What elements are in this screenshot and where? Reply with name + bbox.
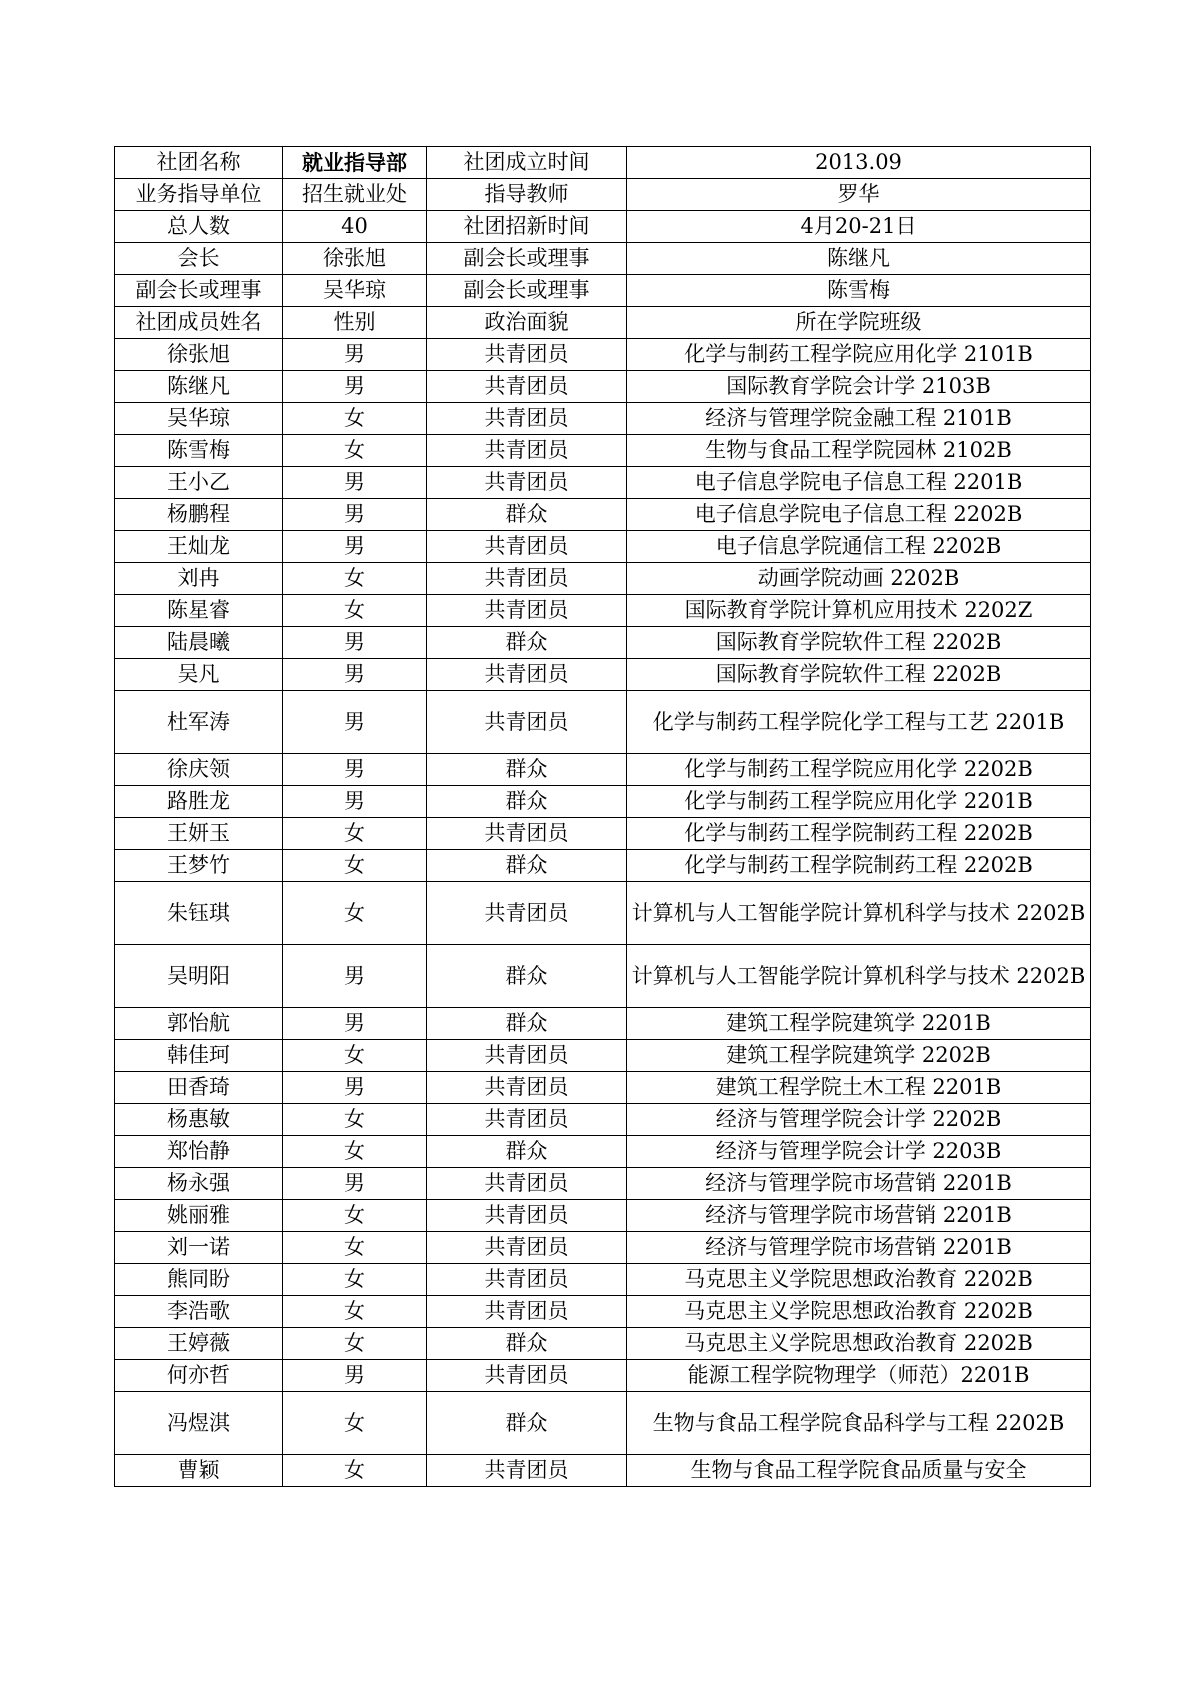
member-row	[115, 1040, 1091, 1072]
member-row-col-4: 马克思主义学院思想政治教育 2202B	[627, 1328, 1091, 1360]
member-row-col-4: 化学与制药工程学院应用化学 2201B	[627, 786, 1091, 818]
member-row-col-1: 吴华琼	[115, 403, 283, 435]
member-row-col-2: 女	[283, 818, 427, 850]
member-row	[115, 1104, 1091, 1136]
member-row-col-4: 经济与管理学院市场营销 2201B	[627, 1168, 1091, 1200]
info-row-col-1: 总人数	[115, 211, 283, 243]
member-row-col-4: 能源工程学院物理学（师范）2201B	[627, 1360, 1091, 1392]
column-header-row-col-2: 性别	[283, 307, 427, 339]
member-row	[115, 1296, 1091, 1328]
member-row-col-2: 女	[283, 850, 427, 882]
member-row-col-4: 国际教育学院软件工程 2202B	[627, 659, 1091, 691]
member-row-col-1: 姚丽雅	[115, 1200, 283, 1232]
member-row-col-3: 共青团员	[427, 371, 627, 403]
member-row-col-1: 陈继凡	[115, 371, 283, 403]
member-row-col-2: 女	[283, 435, 427, 467]
member-row-col-3: 群众	[427, 754, 627, 786]
member-row-col-2: 女	[283, 1264, 427, 1296]
member-row-col-2: 男	[283, 659, 427, 691]
member-row	[115, 945, 1091, 1008]
member-row	[115, 1008, 1091, 1040]
member-row-col-1: 王婷薇	[115, 1328, 283, 1360]
member-row-col-4: 电子信息学院电子信息工程 2202B	[627, 499, 1091, 531]
member-row-col-2: 男	[283, 1360, 427, 1392]
member-row	[115, 786, 1091, 818]
member-row	[115, 1200, 1091, 1232]
member-row-col-4: 生物与食品工程学院园林 2102B	[627, 435, 1091, 467]
member-row-col-4: 建筑工程学院建筑学 2202B	[627, 1040, 1091, 1072]
member-row-col-2: 女	[283, 1232, 427, 1264]
info-row	[115, 211, 1091, 243]
member-row-col-2: 男	[283, 1072, 427, 1104]
member-row-col-2: 男	[283, 371, 427, 403]
member-row-col-3: 共青团员	[427, 1072, 627, 1104]
info-row	[115, 275, 1091, 307]
member-row-col-3: 共青团员	[427, 435, 627, 467]
member-row-col-2: 男	[283, 627, 427, 659]
member-row-col-2: 男	[283, 339, 427, 371]
info-row-col-3: 社团招新时间	[427, 211, 627, 243]
info-row-col-4: 4月20-21日	[627, 211, 1091, 243]
member-row-col-4: 生物与食品工程学院食品质量与安全	[627, 1455, 1091, 1487]
member-row-col-2: 女	[283, 1136, 427, 1168]
member-row-col-3: 共青团员	[427, 882, 627, 945]
member-row-col-3: 共青团员	[427, 818, 627, 850]
member-row-col-4: 电子信息学院电子信息工程 2201B	[627, 467, 1091, 499]
member-row-col-1: 朱钰琪	[115, 882, 283, 945]
member-row-col-1: 徐庆领	[115, 754, 283, 786]
member-row-col-3: 群众	[427, 1136, 627, 1168]
member-row	[115, 1072, 1091, 1104]
member-row	[115, 499, 1091, 531]
column-header-row-col-4: 所在学院班级	[627, 307, 1091, 339]
member-row-col-3: 共青团员	[427, 1296, 627, 1328]
member-row-col-2: 男	[283, 531, 427, 563]
member-row-col-2: 女	[283, 563, 427, 595]
member-row	[115, 1168, 1091, 1200]
member-row-col-2: 男	[283, 754, 427, 786]
member-row-col-1: 陈星睿	[115, 595, 283, 627]
member-row-col-4: 化学与制药工程学院应用化学 2202B	[627, 754, 1091, 786]
member-row-col-1: 田香琦	[115, 1072, 283, 1104]
member-row-col-1: 陈雪梅	[115, 435, 283, 467]
member-row-col-3: 群众	[427, 1392, 627, 1455]
member-row-col-4: 化学与制药工程学院化学工程与工艺 2201B	[627, 691, 1091, 754]
member-row-col-3: 共青团员	[427, 531, 627, 563]
member-table	[114, 146, 1091, 1487]
info-row-col-4: 陈雪梅	[627, 275, 1091, 307]
member-row-col-1: 杜军涛	[115, 691, 283, 754]
member-row-col-1: 路胜龙	[115, 786, 283, 818]
member-row	[115, 531, 1091, 563]
member-row-col-1: 杨鹏程	[115, 499, 283, 531]
info-row-col-2: 招生就业处	[283, 179, 427, 211]
member-row-col-1: 陆晨曦	[115, 627, 283, 659]
member-row-col-2: 女	[283, 595, 427, 627]
info-row-col-3: 指导教师	[427, 179, 627, 211]
member-row-col-1: 曹颖	[115, 1455, 283, 1487]
member-row-col-1: 刘冉	[115, 563, 283, 595]
member-row	[115, 403, 1091, 435]
member-row-col-3: 共青团员	[427, 339, 627, 371]
info-row-col-1: 社团名称	[115, 147, 283, 179]
member-row-col-4: 国际教育学院会计学 2103B	[627, 371, 1091, 403]
member-row-col-2: 女	[283, 1104, 427, 1136]
member-row-col-2: 男	[283, 1008, 427, 1040]
member-row	[115, 563, 1091, 595]
column-header-row-col-1: 社团成员姓名	[115, 307, 283, 339]
member-row-col-2: 女	[283, 1328, 427, 1360]
member-row-col-3: 共青团员	[427, 1455, 627, 1487]
member-row	[115, 595, 1091, 627]
member-row-col-3: 共青团员	[427, 1168, 627, 1200]
info-row-col-1: 业务指导单位	[115, 179, 283, 211]
member-row-col-4: 生物与食品工程学院食品科学与工程 2202B	[627, 1392, 1091, 1455]
member-row-col-3: 群众	[427, 499, 627, 531]
member-row-col-3: 共青团员	[427, 691, 627, 754]
member-row	[115, 371, 1091, 403]
info-row-col-1: 副会长或理事	[115, 275, 283, 307]
info-row-col-2: 徐张旭	[283, 243, 427, 275]
member-row	[115, 1392, 1091, 1455]
info-row-col-3: 社团成立时间	[427, 147, 627, 179]
member-row	[115, 1264, 1091, 1296]
member-row	[115, 882, 1091, 945]
member-row	[115, 1328, 1091, 1360]
member-row-col-1: 李浩歌	[115, 1296, 283, 1328]
member-row-col-1: 郭怡航	[115, 1008, 283, 1040]
member-row-col-4: 计算机与人工智能学院计算机科学与技术 2202B	[627, 945, 1091, 1008]
info-row-col-4: 罗华	[627, 179, 1091, 211]
info-row-col-4: 陈继凡	[627, 243, 1091, 275]
member-row-col-1: 何亦哲	[115, 1360, 283, 1392]
member-row	[115, 818, 1091, 850]
member-row-col-2: 男	[283, 691, 427, 754]
member-row	[115, 339, 1091, 371]
info-row-col-3: 副会长或理事	[427, 243, 627, 275]
member-row-col-4: 动画学院动画 2202B	[627, 563, 1091, 595]
member-row-col-4: 经济与管理学院市场营销 2201B	[627, 1232, 1091, 1264]
member-row-col-4: 经济与管理学院市场营销 2201B	[627, 1200, 1091, 1232]
member-row	[115, 1455, 1091, 1487]
member-row	[115, 1360, 1091, 1392]
member-row	[115, 754, 1091, 786]
member-row-col-3: 共青团员	[427, 1232, 627, 1264]
member-row-col-3: 共青团员	[427, 659, 627, 691]
member-row	[115, 467, 1091, 499]
member-row-col-1: 冯煜淇	[115, 1392, 283, 1455]
member-row	[115, 691, 1091, 754]
info-row-col-2: 就业指导部	[283, 147, 427, 179]
info-row	[115, 179, 1091, 211]
member-row-col-2: 女	[283, 882, 427, 945]
member-row-col-2: 男	[283, 467, 427, 499]
info-row-col-4: 2013.09	[627, 147, 1091, 179]
member-row-col-1: 吴凡	[115, 659, 283, 691]
member-row-col-4: 国际教育学院软件工程 2202B	[627, 627, 1091, 659]
member-row-col-3: 群众	[427, 1328, 627, 1360]
member-row-col-1: 杨惠敏	[115, 1104, 283, 1136]
member-row-col-2: 男	[283, 499, 427, 531]
member-row-col-4: 计算机与人工智能学院计算机科学与技术 2202B	[627, 882, 1091, 945]
member-row-col-4: 建筑工程学院土木工程 2201B	[627, 1072, 1091, 1104]
member-row-col-4: 马克思主义学院思想政治教育 2202B	[627, 1264, 1091, 1296]
member-row	[115, 659, 1091, 691]
member-row-col-3: 群众	[427, 786, 627, 818]
info-row-col-1: 会长	[115, 243, 283, 275]
column-header-row-col-3: 政治面貌	[427, 307, 627, 339]
info-row	[115, 147, 1091, 179]
member-row-col-1: 王妍玉	[115, 818, 283, 850]
member-row	[115, 1232, 1091, 1264]
member-row-col-1: 徐张旭	[115, 339, 283, 371]
member-row-col-3: 群众	[427, 627, 627, 659]
member-row-col-3: 共青团员	[427, 403, 627, 435]
member-table-body	[115, 147, 1091, 1487]
member-row-col-2: 女	[283, 1392, 427, 1455]
member-row	[115, 627, 1091, 659]
member-row-col-3: 共青团员	[427, 1264, 627, 1296]
member-row-col-4: 经济与管理学院会计学 2203B	[627, 1136, 1091, 1168]
column-header-row	[115, 307, 1091, 339]
member-row-col-4: 化学与制药工程学院制药工程 2202B	[627, 818, 1091, 850]
member-row-col-1: 杨永强	[115, 1168, 283, 1200]
member-row-col-4: 国际教育学院计算机应用技术 2202Z	[627, 595, 1091, 627]
member-row-col-3: 共青团员	[427, 1040, 627, 1072]
member-row-col-4: 经济与管理学院会计学 2202B	[627, 1104, 1091, 1136]
member-row-col-1: 郑怡静	[115, 1136, 283, 1168]
member-row-col-1: 刘一诺	[115, 1232, 283, 1264]
member-row	[115, 435, 1091, 467]
member-row-col-2: 女	[283, 403, 427, 435]
info-row	[115, 243, 1091, 275]
info-row-col-2: 吴华琼	[283, 275, 427, 307]
member-row-col-3: 共青团员	[427, 467, 627, 499]
member-row-col-1: 韩佳珂	[115, 1040, 283, 1072]
member-row-col-1: 吴明阳	[115, 945, 283, 1008]
member-row-col-1: 熊同盼	[115, 1264, 283, 1296]
member-row-col-2: 女	[283, 1200, 427, 1232]
member-row-col-1: 王灿龙	[115, 531, 283, 563]
member-row-col-3: 群众	[427, 945, 627, 1008]
member-row-col-2: 男	[283, 786, 427, 818]
member-row-col-3: 共青团员	[427, 1104, 627, 1136]
member-row-col-3: 共青团员	[427, 1360, 627, 1392]
member-row-col-3: 共青团员	[427, 1200, 627, 1232]
member-row-col-4: 化学与制药工程学院制药工程 2202B	[627, 850, 1091, 882]
member-row	[115, 1136, 1091, 1168]
info-row-col-2: 40	[283, 211, 427, 243]
member-row-col-2: 女	[283, 1296, 427, 1328]
member-row	[115, 850, 1091, 882]
member-row-col-3: 群众	[427, 1008, 627, 1040]
member-row-col-4: 电子信息学院通信工程 2202B	[627, 531, 1091, 563]
member-row-col-1: 王梦竹	[115, 850, 283, 882]
member-row-col-3: 共青团员	[427, 595, 627, 627]
member-row-col-2: 男	[283, 945, 427, 1008]
member-row-col-4: 建筑工程学院建筑学 2201B	[627, 1008, 1091, 1040]
member-row-col-3: 共青团员	[427, 563, 627, 595]
member-row-col-1: 王小乙	[115, 467, 283, 499]
info-row-col-3: 副会长或理事	[427, 275, 627, 307]
member-row-col-4: 经济与管理学院金融工程 2101B	[627, 403, 1091, 435]
member-row-col-3: 群众	[427, 850, 627, 882]
member-row-col-4: 马克思主义学院思想政治教育 2202B	[627, 1296, 1091, 1328]
member-row-col-2: 女	[283, 1040, 427, 1072]
member-row-col-2: 男	[283, 1168, 427, 1200]
member-row-col-2: 女	[283, 1455, 427, 1487]
member-row-col-4: 化学与制药工程学院应用化学 2101B	[627, 339, 1091, 371]
